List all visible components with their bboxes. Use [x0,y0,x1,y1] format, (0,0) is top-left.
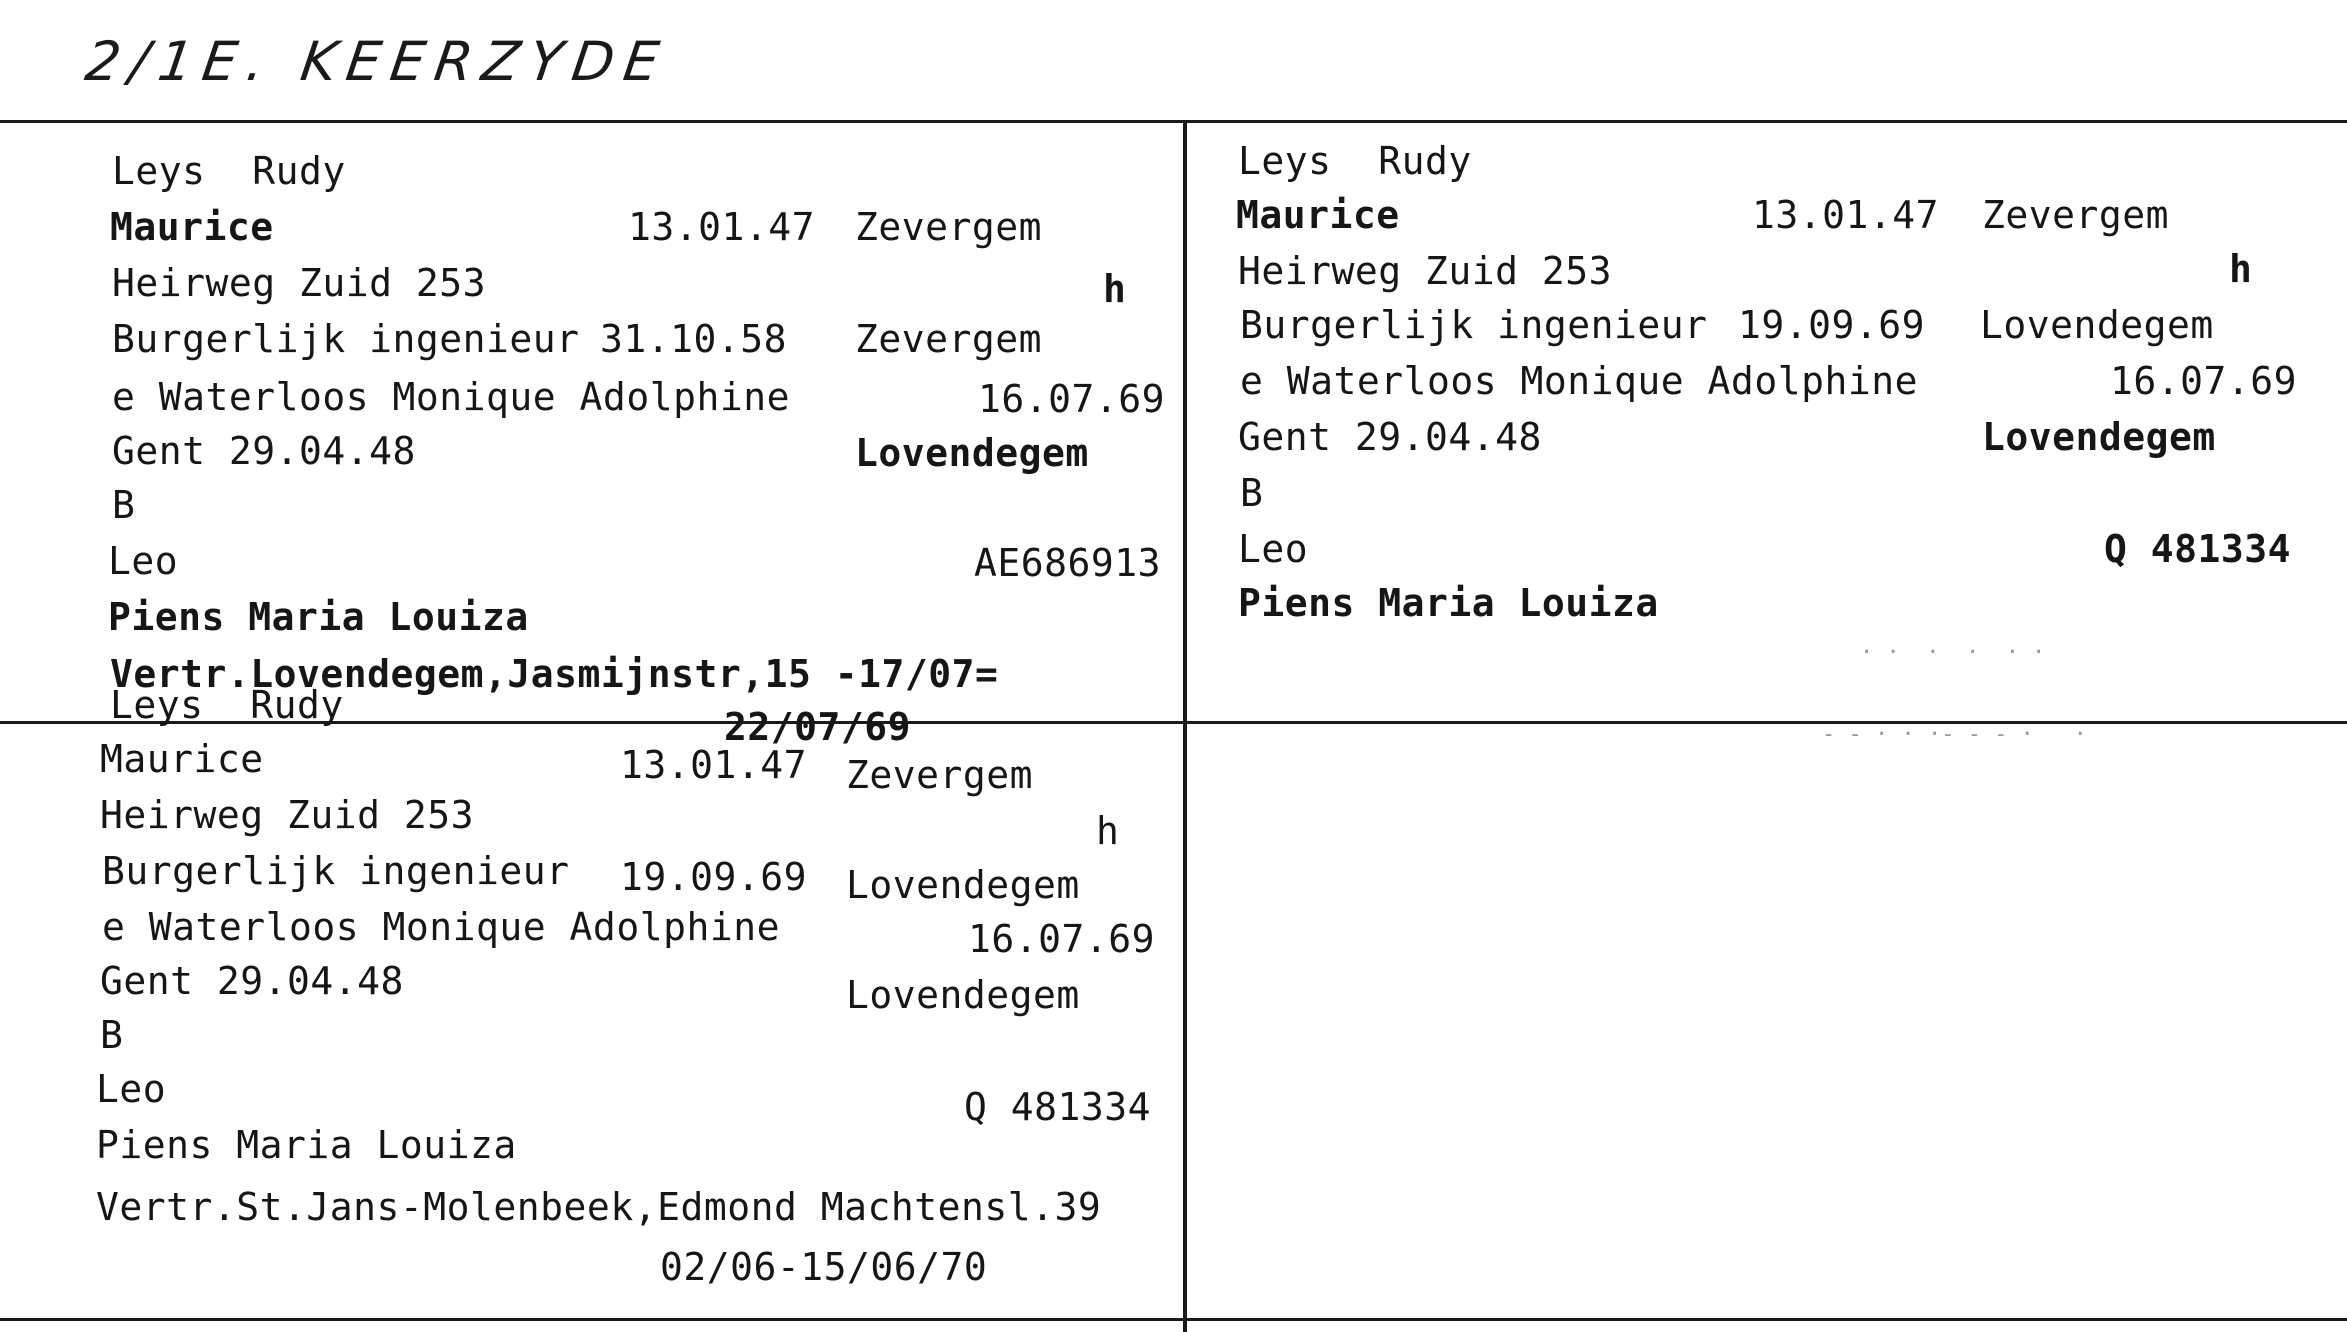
marriage-date: 16.07.69 [968,917,1156,961]
id-number: Q 481334 [964,1085,1152,1129]
departure-note: Vertr.St.Jans-Molenbeek,Edmond Machtensl.39 [96,1185,1102,1229]
name-line: Leys Rudy [1238,139,1472,183]
profession-place: Lovendegem [846,863,1080,907]
mother-name: Piens Maria Louiza [1238,581,1659,625]
id-number: AE686913 [974,541,1162,585]
spouse-birth: Gent 29.04.48 [1238,415,1542,459]
mother-name: Piens Maria Louiza [108,595,529,639]
profession: Burgerlijk ingenieur [1240,303,1708,347]
profession-date: 19.09.69 [620,855,808,899]
spouse: e Waterloos Monique Adolphine [102,905,780,949]
mother-name: Piens Maria Louiza [96,1123,517,1167]
profession: Burgerlijk ingenieur [112,317,580,361]
marriage-place: Lovendegem [846,973,1080,1017]
first-name: Maurice [100,737,264,781]
spouse: e Waterloos Monique Adolphine [1240,359,1918,403]
father-name: Leo [108,539,179,583]
departure-date: 02/06-15/06/70 [660,1245,988,1289]
spouse: e Waterloos Monique Adolphine [112,375,790,419]
profession: Burgerlijk ingenieur [102,849,570,893]
profession-place: Lovendegem [1980,303,2214,347]
name-line: Leys Rudy [112,149,346,193]
birth-date: 13.01.47 [1752,193,1940,237]
birth-date: 13.01.47 [628,205,816,249]
departure-date: 22/07/69 [724,705,912,749]
faded-stamp-mark: - - · · ·- - - · · [1822,722,2087,747]
father-name: Leo [96,1067,167,1111]
first-name: Maurice [1236,193,1400,237]
marriage-place: Lovendegem [855,431,1089,475]
sex-marker: h [1103,267,1127,311]
birth-place: Zevergem [1982,193,2170,237]
birth-place: Zevergem [855,205,1043,249]
birth-date: 13.01.47 [620,743,808,787]
sex-marker: h [2229,247,2253,291]
spouse-birth: Gent 29.04.48 [100,959,404,1003]
marriage-date: 16.07.69 [2110,359,2298,403]
marriage-place: Lovendegem [1982,415,2216,459]
id-number: Q 481334 [2104,527,2292,571]
bottom-horizontal-rule [0,1318,2347,1321]
nationality-code: B [1240,471,1264,515]
faded-stamp-mark: · · · · · · [1860,640,2046,665]
address: Heirweg Zuid 253 [100,793,475,837]
spouse-birth: Gent 29.04.48 [112,429,416,473]
nationality-code: B [100,1013,124,1057]
name-line: Leys Rudy [110,683,344,727]
father-name: Leo [1238,527,1309,571]
address: Heirweg Zuid 253 [112,261,487,305]
marriage-date: 16.07.69 [978,377,1166,421]
birth-place: Zevergem [846,753,1034,797]
profession-date: 31.10.58 [600,317,788,361]
sex-marker: h [1096,809,1120,853]
card-bottom-right-empty [1187,724,2347,1318]
address: Heirweg Zuid 253 [1238,249,1613,293]
first-name: Maurice [110,205,274,249]
profession-place: Zevergem [855,317,1043,361]
departure-note: Vertr.Lovendegem,Jasmijnstr,15 -17/07= [110,652,999,696]
nationality-code: B [112,483,136,527]
handwritten-header: 2/1E. KEERZYDE [81,30,673,93]
top-horizontal-rule [0,120,2347,123]
profession-date: 19.09.69 [1738,303,1926,347]
